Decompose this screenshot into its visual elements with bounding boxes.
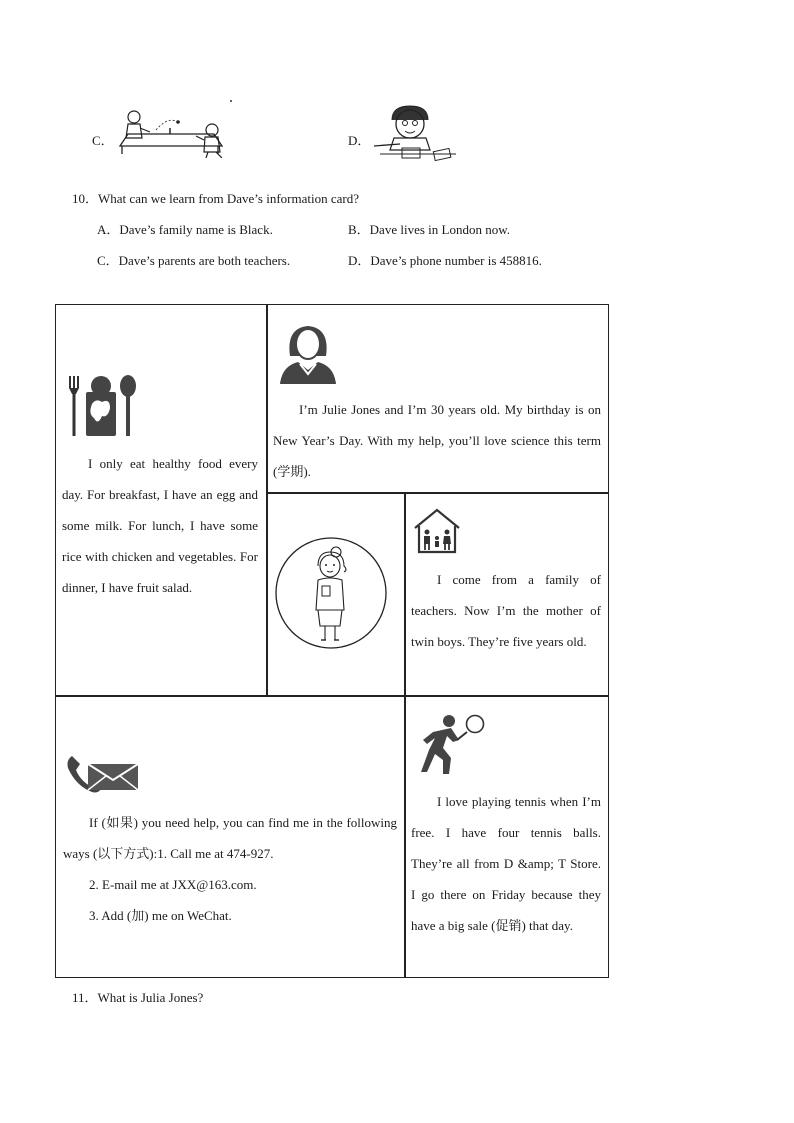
intro-paragraph: I’m Julie Jones and I’m 30 years old. My birthday is on New Year’s Day. With my help, you’ll love science this term (学期).	[273, 402, 601, 479]
phone-email-icon	[66, 754, 142, 794]
family-paragraph: I come from a family of teachers. Now I’m the mother of twin boys. They’re five years old.	[411, 572, 601, 649]
q11-question: What is Julia Jones?	[97, 990, 204, 1005]
food-paragraph: I only eat healthy food every day. For breakfast, I have an egg and some milk. For lunch, I have some rice with chicken and vegetables. For dinner, I have fruit salad.	[62, 456, 258, 595]
q10-stem	[72, 188, 359, 207]
q10-option-c: C．Dave’s parents are both teachers.	[97, 253, 291, 268]
contact-line-2: 2. E-mail me at JXX@163.com.	[89, 877, 257, 892]
tennis-paragraph: I love playing tennis when I’m free. I have four tennis balls. They’re all from D &amp; T Store. I go there on Friday because they have a big sale (促销) that day.	[411, 794, 601, 933]
q10-number: 10．	[72, 191, 99, 206]
teacher-portrait-image	[274, 536, 388, 650]
contact-line-3: 3. Add (加) me on WeChat.	[89, 908, 232, 923]
option-d-label: D．	[348, 133, 371, 148]
q10-question: What can we learn from Dave’s information card?	[98, 191, 359, 206]
woman-avatar-icon	[276, 322, 340, 386]
contact-line-1: If (如果) you need help, you can find me in the following ways (以下方式):1. Call me at 474-927.	[63, 815, 397, 861]
q11-number: 11．	[72, 990, 98, 1005]
stray-dot	[230, 100, 232, 102]
contact-paragraph	[63, 807, 397, 931]
fork-plate-spoon-icon	[66, 374, 140, 438]
q10-option-d: D．Dave’s phone number is 458816.	[348, 253, 542, 268]
q10-option-b: B．Dave lives in London now.	[348, 222, 510, 237]
q11-stem	[72, 987, 203, 1006]
tennis-player-icon	[413, 714, 485, 776]
q10-option-a: A．Dave’s family name is Black.	[97, 222, 273, 237]
option-c-label: C．	[92, 133, 114, 148]
ping-pong-picture	[112, 108, 234, 158]
family-house-icon	[413, 508, 461, 554]
boy-writing-picture	[370, 104, 462, 164]
